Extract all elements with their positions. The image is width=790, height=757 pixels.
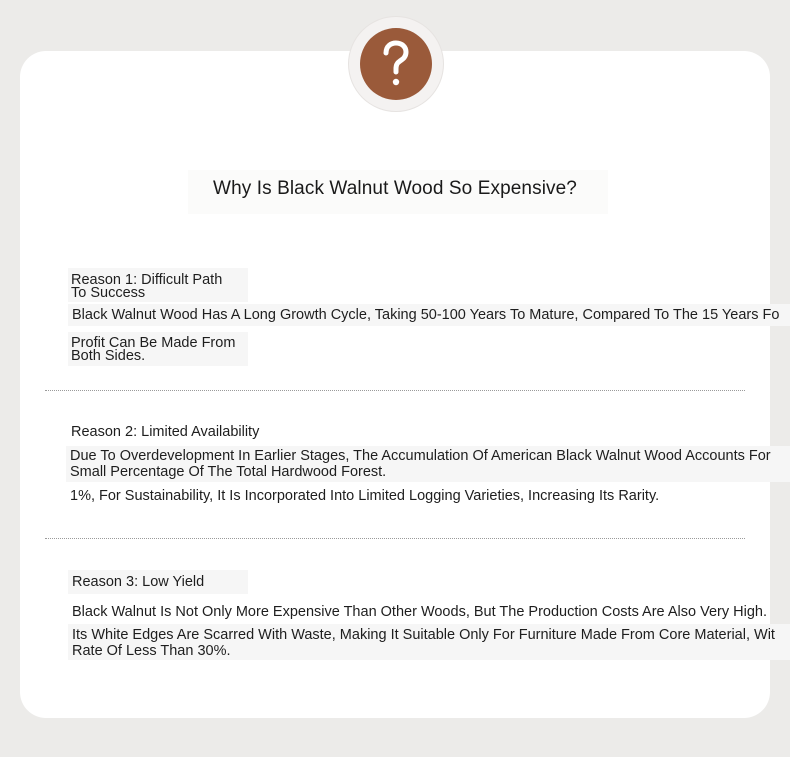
reason-3-body-line2: Its White Edges Are Scarred With Waste, Making It Suitable Only For Furniture Made From Core Material, Wit <box>72 627 775 643</box>
question-badge <box>360 28 432 100</box>
page-title: Why Is Black Walnut Wood So Expensive? <box>213 178 577 199</box>
reason-3-body-line1: Black Walnut Is Not Only More Expensive Than Other Woods, But The Production Costs Are Also Very High. <box>72 604 767 620</box>
reason-1-body-line2: Profit Can Be Made From <box>71 335 236 351</box>
reason-1-heading-line2: To Success <box>71 285 146 301</box>
reason-1-body-line3: Both Sides. <box>71 348 146 364</box>
reason-2-body-line3: 1%, For Sustainability, It Is Incorporated Into Limited Logging Varieties, Increasing Its Rarity. <box>70 488 660 504</box>
section-divider <box>45 538 745 539</box>
reason-2-body-line2: Small Percentage Of The Total Hardwood Forest. <box>70 464 387 480</box>
reason-3-heading: Reason 3: Low Yield <box>72 574 205 590</box>
question-mark-icon <box>376 38 416 90</box>
reason-1-body-line1: Black Walnut Wood Has A Long Growth Cycle, Taking 50-100 Years To Mature, Compared To The 15 Years Fo <box>72 307 780 323</box>
reason-2-heading: Reason 2: Limited Availability <box>71 424 260 440</box>
badge-ring <box>349 17 443 111</box>
reason-1-heading-line1: Reason 1: Difficult Path <box>71 272 223 288</box>
reason-3-body-line3: Rate Of Less Than 30%. <box>72 643 231 659</box>
section-divider <box>45 390 745 391</box>
reason-2-body-line1: Due To Overdevelopment In Earlier Stages, The Accumulation Of American Black Walnut Wood Accounts For <box>70 448 771 464</box>
